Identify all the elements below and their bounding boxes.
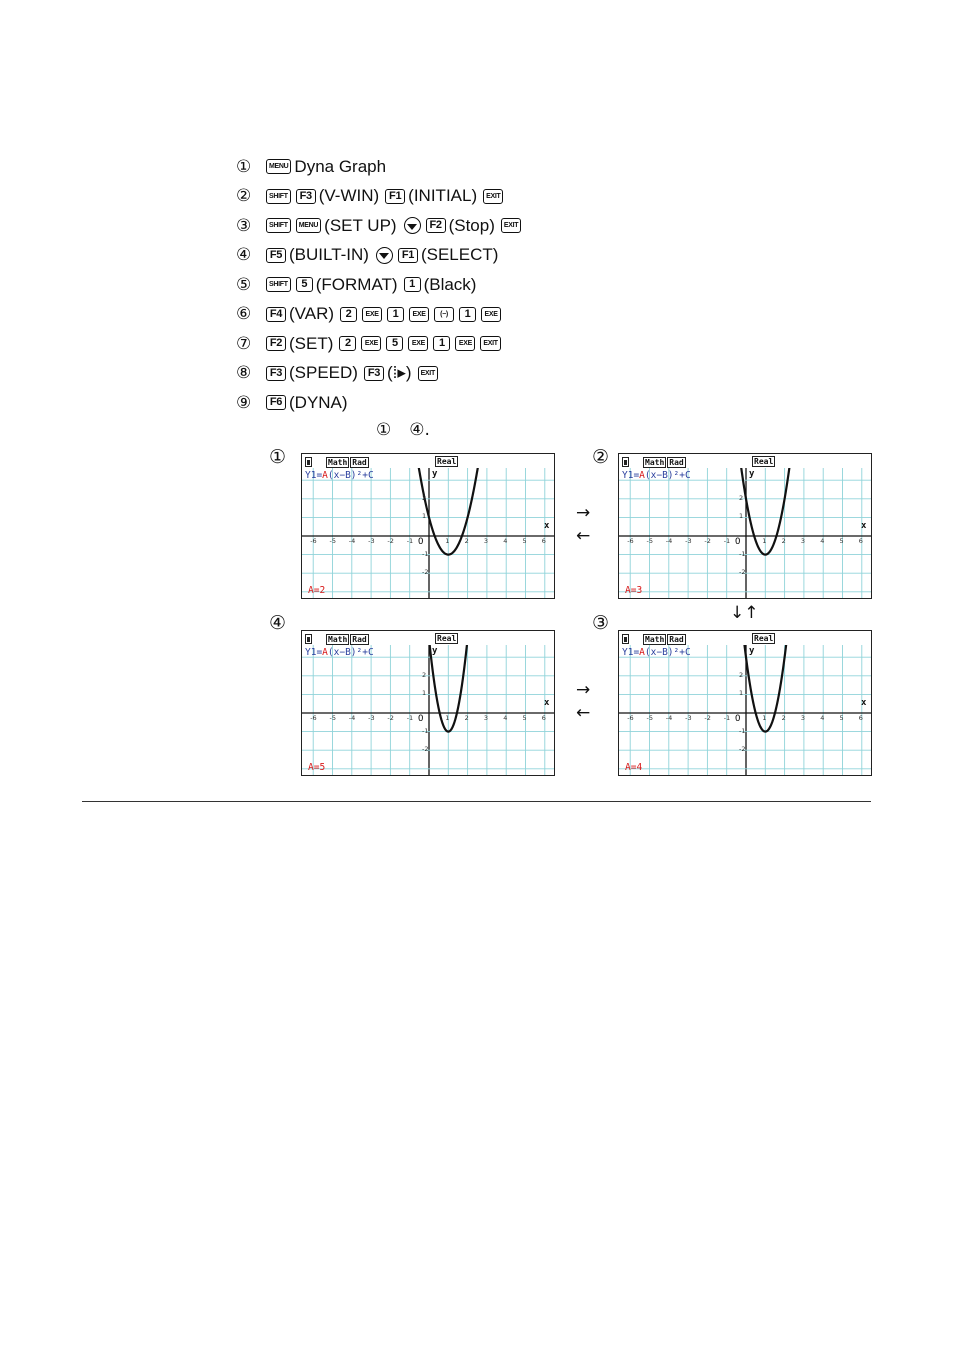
x-tick-label: -6	[627, 537, 634, 545]
key-f4-icon: F4	[266, 307, 286, 322]
key-exit-icon: EXIT	[480, 336, 500, 351]
y-tick-label: -1	[422, 726, 429, 735]
rad-badge: Rad	[352, 457, 367, 467]
step-label: (FORMAT)	[315, 274, 398, 294]
step-9	[236, 388, 524, 418]
x-tick-label: -6	[627, 714, 634, 722]
x-tick-label: 6	[858, 537, 863, 545]
step-number: ①	[236, 156, 252, 177]
note-step-b: ④.	[409, 420, 430, 440]
arrow-left-2: ←	[576, 703, 591, 723]
key-exe-icon: EXE	[455, 336, 475, 351]
x-tick-label: -1	[723, 537, 731, 545]
rad-badge: Rad	[669, 457, 684, 467]
x-tick-label: 2	[781, 537, 786, 545]
a-value-readout: A=4	[625, 762, 643, 773]
key-exit-icon: EXIT	[501, 218, 521, 233]
x-tick-label: 4	[503, 537, 508, 545]
formula-rest: (x−B)²+C	[327, 470, 374, 481]
calculator-screen	[301, 453, 555, 599]
status-bar	[305, 456, 457, 468]
x-tick-label: -2	[704, 714, 711, 722]
key-menu-icon: MENU	[266, 159, 291, 174]
note-step-a: ①	[376, 420, 392, 440]
x-tick-label: 2	[464, 714, 469, 722]
origin-label: O	[418, 537, 424, 547]
x-tick-label: -5	[329, 714, 336, 722]
step-label: (SPEED)	[289, 363, 358, 383]
x-tick-label: 2	[781, 714, 786, 722]
battery-icon	[305, 634, 312, 644]
y-axis-label: y	[749, 469, 755, 479]
y-tick-label: 2	[739, 493, 744, 502]
x-tick-label: 3	[483, 537, 489, 545]
y-tick-label: 1	[422, 689, 427, 698]
step-label: (VAR)	[289, 304, 335, 324]
key-menu-icon: MENU	[296, 218, 321, 233]
key-f1-icon: F1	[398, 248, 418, 263]
real-badge: Real	[754, 634, 774, 643]
key-1-icon: 1	[433, 336, 450, 351]
x-tick-label: -3	[685, 714, 692, 722]
x-tick-label: 5	[839, 537, 844, 545]
a-value-readout: A=2	[308, 585, 326, 596]
math-badge: Math	[645, 457, 665, 467]
screen-label: ③	[592, 612, 610, 634]
key-5-icon: 5	[386, 336, 403, 351]
battery-icon	[622, 634, 629, 644]
origin-label: O	[735, 537, 741, 547]
formula-prefix: Y1=	[622, 470, 640, 481]
x-tick-label: -1	[406, 537, 414, 545]
screen-label: ①	[269, 446, 287, 468]
y-tick-label: -1	[739, 726, 746, 735]
x-tick-label: 4	[503, 714, 508, 722]
step-1	[236, 152, 524, 182]
graph-formula	[305, 470, 374, 481]
step-number: ④	[236, 245, 252, 266]
formula-variable-a: A	[639, 470, 645, 481]
graph-formula	[305, 647, 374, 658]
key-1-icon: 1	[459, 307, 476, 322]
key-shift-icon: SHIFT	[266, 218, 291, 233]
x-tick-label: -4	[348, 537, 356, 545]
x-tick-label: -6	[310, 537, 317, 545]
step-label: (V-WIN)	[318, 186, 380, 206]
x-tick-label: 5	[839, 714, 844, 722]
x-tick-label: -3	[368, 537, 375, 545]
x-tick-label: 2	[464, 537, 469, 545]
key-exit-icon: EXIT	[418, 366, 438, 381]
key-shift-icon: SHIFT	[266, 189, 291, 204]
step-number: ⑤	[236, 274, 252, 295]
formula-variable-a: A	[322, 470, 328, 481]
real-badge: Real	[437, 634, 457, 643]
x-tick-label: 3	[800, 537, 806, 545]
step-label: (SELECT)	[420, 245, 499, 265]
x-tick-label: -5	[329, 537, 336, 545]
formula-prefix: Y1=	[305, 647, 323, 658]
formula-prefix: Y1=	[305, 470, 323, 481]
x-tick-label: -4	[665, 714, 673, 722]
step-label: (Black)	[423, 274, 477, 294]
step-6	[236, 300, 524, 330]
x-tick-label: -6	[310, 714, 317, 722]
x-tick-label: 1	[445, 537, 450, 545]
step-5	[236, 270, 524, 300]
x-tick-label: 3	[800, 714, 806, 722]
screen-label: ④	[269, 612, 287, 634]
x-axis-label: x	[861, 698, 867, 708]
step-label: Dyna Graph	[294, 156, 387, 176]
key-exe-icon: EXE	[361, 336, 381, 351]
a-value-readout: A=5	[308, 762, 326, 773]
key-f5-icon: F5	[266, 248, 286, 263]
key-2-icon: 2	[340, 307, 357, 322]
real-badge: Real	[437, 457, 457, 466]
x-tick-label: 6	[541, 714, 546, 722]
x-tick-label: 5	[522, 714, 527, 722]
calculator-screen	[618, 630, 872, 776]
key-f6-icon: F6	[266, 395, 286, 410]
step-number: ⑧	[236, 363, 252, 384]
y-tick-label: -2	[422, 568, 429, 577]
key-shift-icon: SHIFT	[266, 277, 291, 292]
step-label: (SET)	[289, 333, 334, 353]
origin-label: O	[735, 714, 741, 724]
x-tick-label: -4	[665, 537, 673, 545]
key-f2-icon: F2	[426, 218, 446, 233]
step-7	[236, 329, 524, 359]
key-f3-icon: F3	[266, 366, 286, 381]
key--icon: (−)	[434, 307, 454, 322]
x-tick-label: -2	[704, 537, 711, 545]
step-label: (SET UP)	[324, 215, 397, 235]
y-tick-label: 1	[739, 689, 744, 698]
x-tick-label: -1	[406, 714, 414, 722]
formula-prefix: Y1=	[622, 647, 640, 658]
key-exe-icon: EXE	[481, 307, 501, 322]
rad-badge: Rad	[352, 634, 367, 644]
calculator-screen	[301, 630, 555, 776]
y-tick-label: 2	[422, 493, 427, 502]
math-badge: Math	[328, 457, 348, 467]
key-2-icon: 2	[339, 336, 356, 351]
key-f3-icon: F3	[296, 189, 316, 204]
math-badge: Math	[645, 634, 665, 644]
step-label: (INITIAL)	[408, 186, 478, 206]
key-exe-icon: EXE	[362, 307, 382, 322]
x-tick-label: 4	[820, 714, 825, 722]
horizontal-rule	[82, 801, 871, 802]
battery-icon	[305, 457, 312, 467]
battery-icon	[622, 457, 629, 467]
note-line	[376, 420, 448, 440]
key-sequence-list	[236, 152, 524, 418]
key-exe-icon: EXE	[408, 336, 428, 351]
formula-rest: (x−B)²+C	[327, 647, 374, 658]
x-axis-label: x	[861, 521, 867, 531]
x-tick-label: 1	[762, 714, 767, 722]
key-exit-icon: EXIT	[483, 189, 503, 204]
key-f2-icon: F2	[266, 336, 286, 351]
x-tick-label: -2	[387, 714, 394, 722]
step-label: (DYNA)	[289, 392, 348, 412]
x-tick-label: -1	[723, 714, 731, 722]
formula-rest: (x−B)²+C	[644, 470, 691, 481]
arrow-down-up: ↓↑	[730, 603, 759, 623]
x-tick-label: -4	[348, 714, 356, 722]
x-tick-label: 4	[820, 537, 825, 545]
graph-formula	[622, 647, 691, 658]
x-tick-label: -5	[646, 714, 653, 722]
rad-badge: Rad	[669, 634, 684, 644]
arrow-right-2: →	[576, 680, 591, 700]
x-tick-label: -2	[387, 537, 394, 545]
cursor-down-key-icon	[404, 217, 421, 234]
real-badge: Real	[754, 457, 774, 466]
x-axis-label: x	[544, 521, 550, 531]
key-5-icon: 5	[296, 277, 313, 292]
step-number: ②	[236, 186, 252, 207]
formula-variable-a: A	[322, 647, 328, 658]
formula-variable-a: A	[639, 647, 645, 658]
step-label: (BUILT-IN)	[289, 245, 369, 265]
step-2	[236, 182, 524, 212]
y-tick-label: -2	[422, 745, 429, 754]
key-exe-icon: EXE	[409, 307, 429, 322]
x-tick-label: 6	[858, 714, 863, 722]
x-tick-label: -5	[646, 537, 653, 545]
graph-formula	[622, 470, 691, 481]
screen-label: ②	[592, 446, 610, 468]
step-4	[236, 241, 524, 271]
x-tick-label: 5	[522, 537, 527, 545]
y-tick-label: 1	[422, 512, 427, 521]
step-label: (⁞▸)	[386, 363, 412, 383]
step-8	[236, 359, 524, 389]
math-badge: Math	[328, 634, 348, 644]
status-bar	[622, 633, 774, 645]
step-3	[236, 211, 524, 241]
x-tick-label: -3	[685, 537, 692, 545]
x-tick-label: 1	[762, 537, 767, 545]
x-axis-label: x	[544, 698, 550, 708]
status-bar	[622, 456, 774, 468]
origin-label: O	[418, 714, 424, 724]
formula-rest: (x−B)²+C	[644, 647, 691, 658]
step-label: (Stop)	[448, 215, 495, 235]
key-1-icon: 1	[387, 307, 404, 322]
x-tick-label: 6	[541, 537, 546, 545]
x-tick-label: 3	[483, 714, 489, 722]
y-tick-label: -1	[739, 549, 746, 558]
step-number: ⑨	[236, 392, 252, 413]
y-tick-label: 1	[739, 512, 744, 521]
y-axis-label: y	[432, 469, 438, 479]
step-number: ⑥	[236, 304, 252, 325]
y-tick-label: -1	[422, 549, 429, 558]
a-value-readout: A=3	[625, 585, 643, 596]
calculator-screen	[618, 453, 872, 599]
x-tick-label: 1	[445, 714, 450, 722]
arrow-right-1: →	[576, 503, 591, 523]
x-tick-label: -3	[368, 714, 375, 722]
y-tick-label: -2	[739, 745, 746, 754]
y-axis-label: y	[432, 646, 438, 656]
y-tick-label: 2	[739, 670, 744, 679]
step-number: ③	[236, 215, 252, 236]
key-1-icon: 1	[404, 277, 421, 292]
key-f3-icon: F3	[364, 366, 384, 381]
cursor-down-key-icon	[376, 247, 393, 264]
key-f1-icon: F1	[385, 189, 405, 204]
y-tick-label: 2	[422, 670, 427, 679]
y-tick-label: -2	[739, 568, 746, 577]
arrow-left-1: ←	[576, 526, 591, 546]
y-axis-label: y	[749, 646, 755, 656]
status-bar	[305, 633, 457, 645]
step-number: ⑦	[236, 333, 252, 354]
